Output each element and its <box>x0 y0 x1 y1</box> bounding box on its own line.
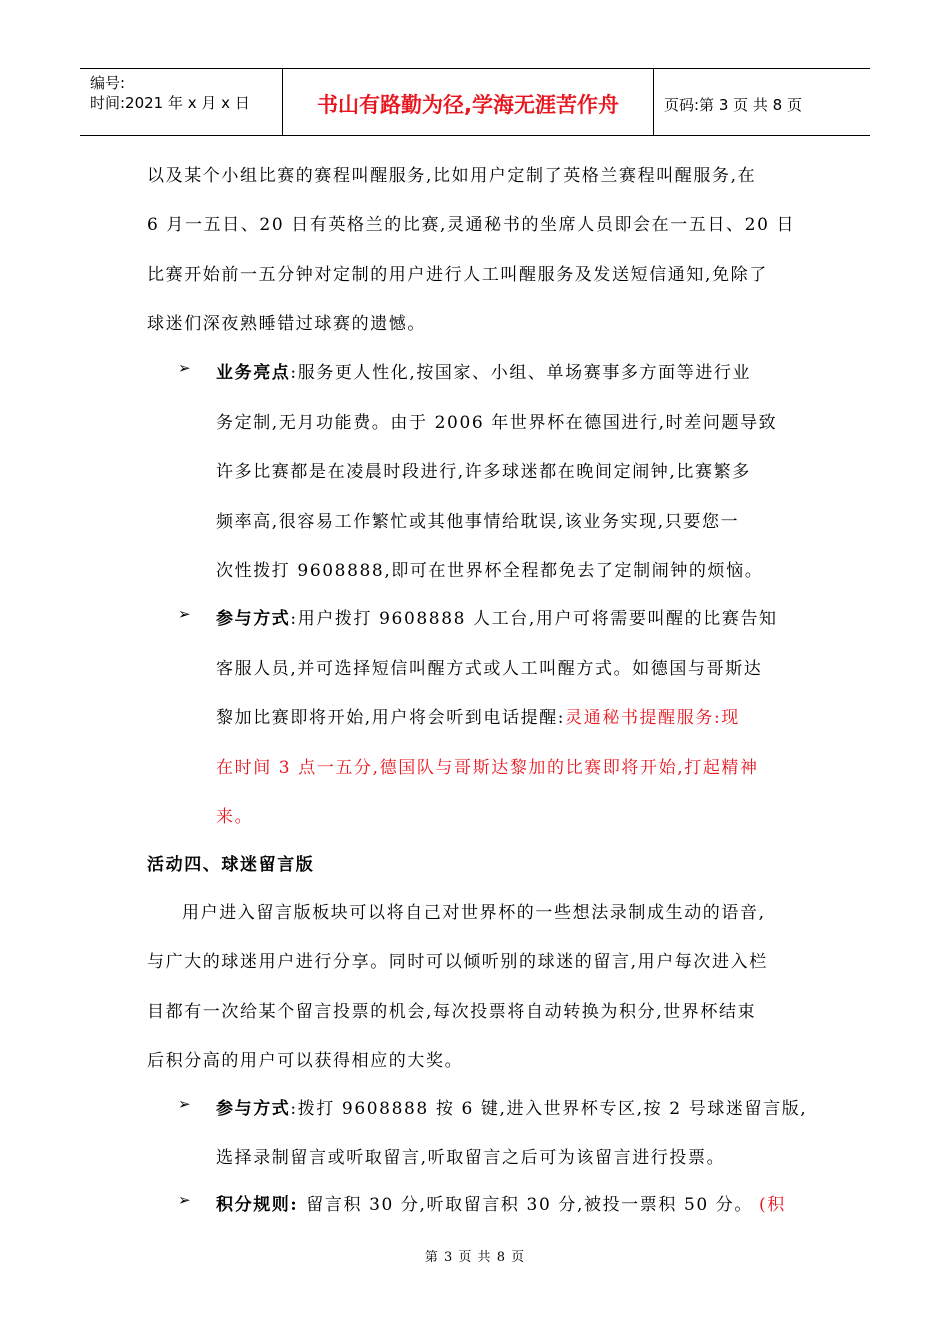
bullet-line: 黎加比赛即将开始,用户将会听到电话提醒:灵通秘书提醒服务:现 <box>216 708 740 728</box>
time-label: 时间:2021 年 x 月 x 日 <box>90 94 250 112</box>
bullet-line: 许多比赛都是在凌晨时段进行,许多球迷都在晚间定闹钟,比赛繁多 <box>216 462 751 482</box>
paragraph-line: 6 月一五日、20 日有英格兰的比赛,灵通秘书的坐席人员即会在一五日、20 日 <box>147 215 796 235</box>
bullet-label: 参与方式 <box>216 609 291 629</box>
section-title: 活动四、球迷留言版 <box>147 855 315 875</box>
bullet-line: 参与方式:拨打 9608888 按 6 键,进入世界杯专区,按 2 号球迷留言版, <box>216 1099 808 1119</box>
header-page-info: 页码:第 3 页 共 8 页 <box>664 95 802 114</box>
paragraph-line: 与广大的球迷用户进行分享。同时可以倾听别的球迷的留言,用户每次进入栏 <box>147 952 768 972</box>
bullet-line: 参与方式:用户拨打 9608888 人工台,用户可将需要叫醒的比赛告知 <box>216 609 778 629</box>
bullet-line: 频率高,很容易工作繁忙或其他事情给耽误,该业务实现,只要您一 <box>216 512 740 532</box>
page-footer: 第 3 页 共 8 页 <box>424 1250 526 1265</box>
bullet-line: 客服人员,并可选择短信叫醒方式或人工叫醒方式。如德国与哥斯达 <box>216 659 763 679</box>
paragraph-line: 球迷们深夜熟睡错过球赛的遗憾。 <box>147 314 426 334</box>
header-motto: 书山有路勤为径,学海无涯苦作舟 <box>283 69 654 135</box>
header-meta <box>80 69 283 135</box>
reminder-text: 灵通秘书提醒服务:现 <box>565 708 740 728</box>
reminder-text: 在时间 3 点一五分,德国队与哥斯达黎加的比赛即将开始,打起精神 <box>216 758 759 778</box>
paragraph-line: 以及某个小组比赛的赛程叫醒服务,比如用户定制了英格兰赛程叫醒服务,在 <box>147 166 757 186</box>
bullet-arrow-icon: ➢ <box>178 359 191 377</box>
bullet-line: 务定制,无月功能费。由于 2006 年世界杯在德国进行,时差问题导致 <box>216 413 778 433</box>
bullet-label: 业务亮点 <box>216 363 291 383</box>
bullet-line: 次性拨打 9608888,即可在世界杯全程都免去了定制闹钟的烦恼。 <box>216 561 764 581</box>
bullet-line: 业务亮点:服务更人性化,按国家、小组、单场赛事多方面等进行业 <box>216 363 752 383</box>
bullet-arrow-icon: ➢ <box>178 1191 191 1209</box>
bullet-arrow-icon: ➢ <box>178 1095 191 1113</box>
page-header <box>80 68 870 136</box>
bullet-arrow-icon: ➢ <box>178 605 191 623</box>
bullet-label: 积分规则: <box>216 1195 299 1215</box>
bullet-line: 积分规则: 留言积 30 分,听取留言积 30 分,被投一票积 50 分。 (积 <box>216 1195 786 1215</box>
paragraph-line: 后积分高的用户可以获得相应的大奖。 <box>147 1051 464 1071</box>
reminder-text: 来。 <box>216 807 254 827</box>
bullet-label: 参与方式 <box>216 1099 291 1119</box>
paragraph-line: 比赛开始前一五分钟对定制的用户进行人工叫醒服务及发送短信通知,免除了 <box>147 265 768 285</box>
paragraph-line: 目都有一次给某个留言投票的机会,每次投票将自动转换为积分,世界杯结束 <box>147 1002 757 1022</box>
code-label: 编号: <box>90 74 126 92</box>
bullet-line: 选择录制留言或听取留言,听取留言之后可为该留言进行投票。 <box>216 1148 726 1168</box>
paragraph-line: 用户进入留言版板块可以将自己对世界杯的一些想法录制成生动的语音, <box>182 903 766 923</box>
